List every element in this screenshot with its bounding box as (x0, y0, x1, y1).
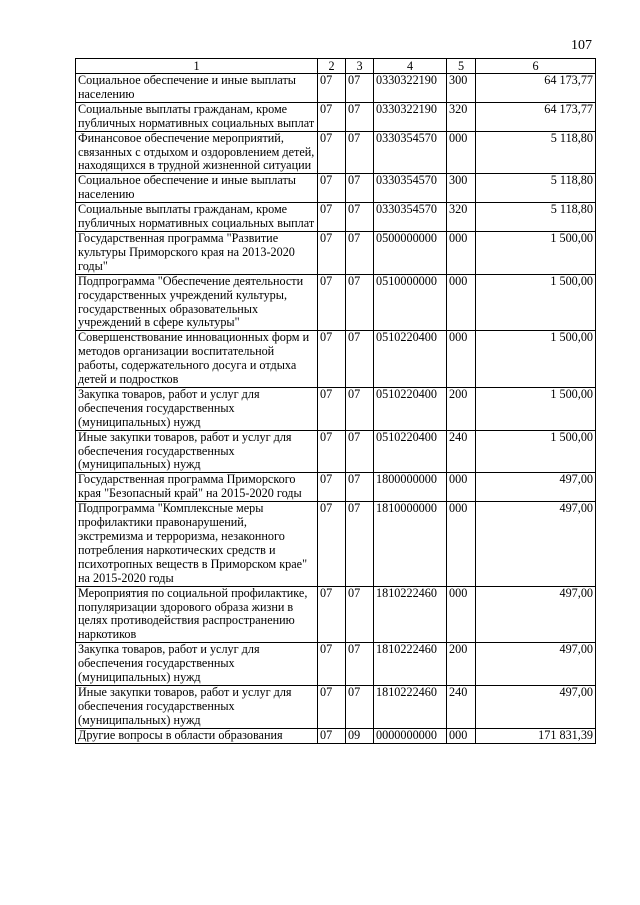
row-expense-type-cell: 200 (447, 643, 476, 686)
row-subsection-cell: 07 (346, 586, 374, 643)
row-subsection-cell: 07 (346, 102, 374, 131)
row-target-article-cell: 0330322190 (374, 102, 447, 131)
row-expense-type-cell: 240 (447, 430, 476, 473)
row-section-cell: 07 (318, 274, 346, 331)
row-subsection-cell: 07 (346, 387, 374, 430)
row-subsection-cell: 07 (346, 231, 374, 274)
row-subsection-cell: 07 (346, 643, 374, 686)
row-name-cell: Иные закупки товаров, работ и услуг для обеспечения государственных (муниципальных) нужд (76, 685, 318, 728)
row-section-cell: 07 (318, 331, 346, 388)
row-target-article-cell: 0330354570 (374, 131, 447, 174)
row-section-cell: 07 (318, 174, 346, 203)
row-target-article-cell: 1810222460 (374, 586, 447, 643)
row-target-article-cell: 0510000000 (374, 274, 447, 331)
row-section-cell: 07 (318, 430, 346, 473)
row-expense-type-cell: 000 (447, 274, 476, 331)
table-row (76, 131, 596, 174)
table-row (76, 231, 596, 274)
row-amount-cell: 5 118,80 (476, 131, 596, 174)
row-section-cell: 07 (318, 728, 346, 743)
table-row (76, 728, 596, 743)
row-expense-type-cell: 000 (447, 502, 476, 586)
row-target-article-cell: 1810000000 (374, 502, 447, 586)
header-cell: 4 (374, 59, 447, 74)
row-subsection-cell: 07 (346, 473, 374, 502)
row-section-cell: 07 (318, 74, 346, 103)
row-section-cell: 07 (318, 685, 346, 728)
row-amount-cell: 171 831,39 (476, 728, 596, 743)
page-number: 107 (571, 38, 592, 53)
row-amount-cell: 1 500,00 (476, 274, 596, 331)
table-row (76, 387, 596, 430)
row-name-cell: Закупка товаров, работ и услуг для обеспечения государственных (муниципальных) нужд (76, 643, 318, 686)
row-target-article-cell: 1810222460 (374, 643, 447, 686)
row-name-cell: Закупка товаров, работ и услуг для обеспечения государственных (муниципальных) нужд (76, 387, 318, 430)
row-expense-type-cell: 320 (447, 203, 476, 232)
row-expense-type-cell: 300 (447, 74, 476, 103)
row-subsection-cell: 09 (346, 728, 374, 743)
row-subsection-cell: 07 (346, 502, 374, 586)
row-target-article-cell: 0500000000 (374, 231, 447, 274)
row-expense-type-cell: 000 (447, 131, 476, 174)
table-row (76, 473, 596, 502)
row-amount-cell: 1 500,00 (476, 430, 596, 473)
row-amount-cell: 1 500,00 (476, 331, 596, 388)
row-section-cell: 07 (318, 473, 346, 502)
row-amount-cell: 497,00 (476, 643, 596, 686)
row-target-article-cell: 0330354570 (374, 203, 447, 232)
row-target-article-cell: 0000000000 (374, 728, 447, 743)
row-name-cell: Подпрограмма "Комплексные меры профилактики правонарушений, экстремизма и терроризма, незаконного потребления наркотических средств и психотропных веществ в Приморском крае" на 2015-2020 годы (76, 502, 318, 586)
row-section-cell: 07 (318, 131, 346, 174)
table-header-row (76, 59, 596, 74)
row-subsection-cell: 07 (346, 274, 374, 331)
row-target-article-cell: 0510220400 (374, 387, 447, 430)
row-target-article-cell: 1800000000 (374, 473, 447, 502)
row-expense-type-cell: 000 (447, 231, 476, 274)
table-row (76, 685, 596, 728)
row-expense-type-cell: 200 (447, 387, 476, 430)
row-subsection-cell: 07 (346, 685, 374, 728)
row-expense-type-cell: 000 (447, 586, 476, 643)
row-name-cell: Совершенствование инновационных форм и методов организации воспитательной работы, содержательного досуга и отдыха детей и подростков (76, 331, 318, 388)
row-name-cell: Подпрограмма "Обеспечение деятельности государственных учреждений культуры, государственных образовательных учреждений в сфере культуры" (76, 274, 318, 331)
row-name-cell: Социальное обеспечение и иные выплаты населению (76, 74, 318, 103)
row-amount-cell: 5 118,80 (476, 174, 596, 203)
row-target-article-cell: 0510220400 (374, 430, 447, 473)
header-cell: 2 (318, 59, 346, 74)
table-row (76, 174, 596, 203)
row-name-cell: Мероприятия по социальной профилактике, популяризации здорового образа жизни в целях противодействия распространению наркотиков (76, 586, 318, 643)
table-row (76, 102, 596, 131)
table-row (76, 203, 596, 232)
table-row (76, 331, 596, 388)
row-target-article-cell: 0330322190 (374, 74, 447, 103)
table-row (76, 274, 596, 331)
row-subsection-cell: 07 (346, 131, 374, 174)
row-subsection-cell: 07 (346, 331, 374, 388)
row-expense-type-cell: 300 (447, 174, 476, 203)
row-amount-cell: 1 500,00 (476, 231, 596, 274)
row-expense-type-cell: 320 (447, 102, 476, 131)
row-amount-cell: 497,00 (476, 685, 596, 728)
row-section-cell: 07 (318, 643, 346, 686)
row-amount-cell: 497,00 (476, 586, 596, 643)
row-expense-type-cell: 240 (447, 685, 476, 728)
row-amount-cell: 64 173,77 (476, 102, 596, 131)
row-section-cell: 07 (318, 502, 346, 586)
row-amount-cell: 1 500,00 (476, 387, 596, 430)
header-cell: 5 (447, 59, 476, 74)
row-expense-type-cell: 000 (447, 331, 476, 388)
row-target-article-cell: 0510220400 (374, 331, 447, 388)
row-section-cell: 07 (318, 387, 346, 430)
row-subsection-cell: 07 (346, 74, 374, 103)
header-cell: 6 (476, 59, 596, 74)
row-amount-cell: 5 118,80 (476, 203, 596, 232)
row-section-cell: 07 (318, 203, 346, 232)
table-row (76, 586, 596, 643)
row-section-cell: 07 (318, 586, 346, 643)
row-name-cell: Государственная программа Приморского края "Безопасный край" на 2015-2020 годы (76, 473, 318, 502)
row-subsection-cell: 07 (346, 430, 374, 473)
row-section-cell: 07 (318, 231, 346, 274)
row-section-cell: 07 (318, 102, 346, 131)
row-amount-cell: 64 173,77 (476, 74, 596, 103)
row-name-cell: Финансовое обеспечение мероприятий, связанных с отдыхом и оздоровлением детей, находящихся в трудной жизненной ситуации (76, 131, 318, 174)
row-subsection-cell: 07 (346, 174, 374, 203)
header-cell: 1 (76, 59, 318, 74)
row-expense-type-cell: 000 (447, 473, 476, 502)
row-name-cell: Другие вопросы в области образования (76, 728, 318, 743)
table-row (76, 430, 596, 473)
table-row (76, 502, 596, 586)
table-row (76, 74, 596, 103)
row-target-article-cell: 1810222460 (374, 685, 447, 728)
budget-table (75, 58, 596, 744)
row-name-cell: Социальные выплаты гражданам, кроме публичных нормативных социальных выплат (76, 203, 318, 232)
header-cell: 3 (346, 59, 374, 74)
row-subsection-cell: 07 (346, 203, 374, 232)
row-name-cell: Иные закупки товаров, работ и услуг для обеспечения государственных (муниципальных) нужд (76, 430, 318, 473)
row-amount-cell: 497,00 (476, 473, 596, 502)
row-amount-cell: 497,00 (476, 502, 596, 586)
table-row (76, 643, 596, 686)
row-expense-type-cell: 000 (447, 728, 476, 743)
row-name-cell: Социальные выплаты гражданам, кроме публичных нормативных социальных выплат (76, 102, 318, 131)
row-name-cell: Социальное обеспечение и иные выплаты населению (76, 174, 318, 203)
row-name-cell: Государственная программа "Развитие культуры Приморского края на 2013-2020 годы" (76, 231, 318, 274)
row-target-article-cell: 0330354570 (374, 174, 447, 203)
